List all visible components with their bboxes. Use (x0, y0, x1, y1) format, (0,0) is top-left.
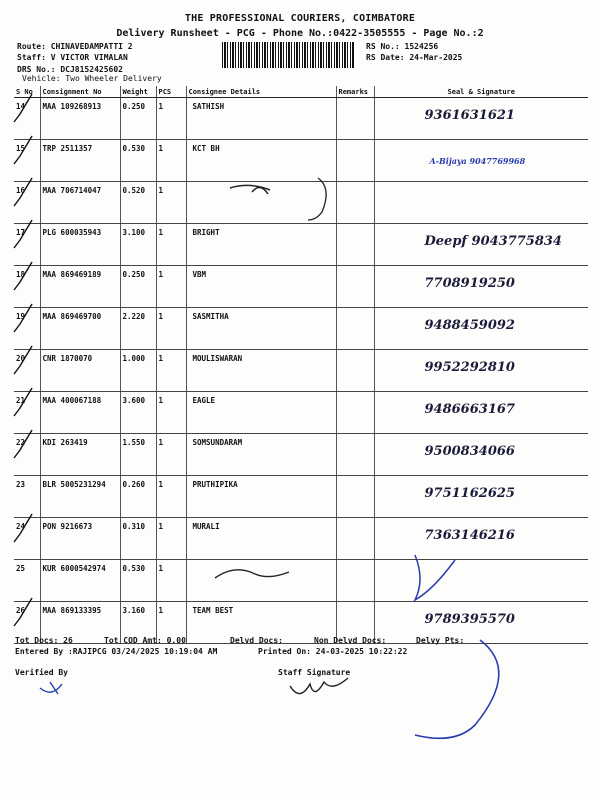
row-remarks (336, 224, 374, 266)
row-signature (374, 98, 588, 140)
row-consignment: MAA 869133395 (40, 602, 120, 644)
sno-value: 21 (16, 396, 26, 405)
col-sno: S No (14, 86, 40, 98)
table-row (14, 308, 588, 350)
company-title: THE PROFESSIONAL COURIERS, COIMBATORE (184, 13, 416, 24)
row-remarks (336, 350, 374, 392)
runsheet-table (14, 86, 588, 644)
route: Route: CHINAVEDAMPATTI 2 (17, 42, 133, 51)
row-sno (14, 140, 40, 182)
sno-value: 20 (16, 354, 26, 363)
col-pcs: PCS (156, 86, 186, 98)
row-signature (374, 560, 588, 602)
row-pcs: 1 (156, 602, 186, 644)
sno-value: 22 (16, 438, 26, 447)
handwritten-signature: A-Bijaya 9047769968 (429, 156, 526, 166)
sno-value: 25 (16, 564, 26, 573)
row-consignment: KDI 263419 (40, 434, 120, 476)
row-consignee: VBM (186, 266, 336, 308)
table-row (14, 350, 588, 392)
col-weight: Weight (120, 86, 156, 98)
row-consignee: TEAM BEST (186, 602, 336, 644)
row-consignee: SASMITHA (186, 308, 336, 350)
row-weight: 0.310 (120, 518, 156, 560)
drs-number: DRS No.: DCJ8152425602 (17, 65, 123, 74)
table-row (14, 518, 588, 560)
row-remarks (336, 98, 374, 140)
row-consignment: MAA 400067188 (40, 392, 120, 434)
table-row (14, 182, 588, 224)
handwritten-signature: 9488459092 (424, 318, 515, 333)
row-pcs: 1 (156, 392, 186, 434)
row-pcs: 1 (156, 98, 186, 140)
handwritten-signature: 9751162625 (424, 486, 515, 501)
col-seal-signature: Seal & Signature (374, 86, 588, 98)
row-consignment: PLG 600035943 (40, 224, 120, 266)
row-weight: 0.520 (120, 182, 156, 224)
row-remarks (336, 182, 374, 224)
row-consignee: SATHISH (186, 98, 336, 140)
delivery-points: Delvy Pts: (416, 636, 465, 645)
row-pcs: 1 (156, 182, 186, 224)
row-consignee: MOULISWARAN (186, 350, 336, 392)
row-consignment: BLR 5005231294 (40, 476, 120, 518)
handwritten-signature: Deepf 9043775834 (424, 234, 562, 249)
row-consignee (186, 560, 336, 602)
non-delivered-docs: Non Delvd Docs: (314, 636, 387, 645)
row-remarks (336, 476, 374, 518)
row-weight: 0.530 (120, 560, 156, 602)
row-signature (374, 266, 588, 308)
row-signature (374, 602, 588, 644)
row-weight: 3.100 (120, 224, 156, 266)
row-signature (374, 434, 588, 476)
row-consignee (186, 182, 336, 224)
handwritten-signature: 9789395570 (424, 612, 515, 627)
sno-value: 15 (16, 144, 26, 153)
sno-value: 23 (16, 480, 26, 489)
row-pcs: 1 (156, 476, 186, 518)
row-consignee: PRUTHIPIKA (186, 476, 336, 518)
row-remarks (336, 392, 374, 434)
row-consignee: KCT BH (186, 140, 336, 182)
row-signature (374, 392, 588, 434)
delivered-docs: Delvd Docs: (230, 636, 283, 645)
blue-scribble-bottom (415, 640, 499, 738)
table-row (14, 560, 588, 602)
row-consignment: CNR 1870070 (40, 350, 120, 392)
row-weight: 1.550 (120, 434, 156, 476)
row-sno (14, 560, 40, 602)
rs-date: RS Date: 24-Mar-2025 (366, 53, 463, 62)
row-signature (374, 518, 588, 560)
row-pcs: 1 (156, 140, 186, 182)
row-consignee: SOMSUNDARAM (186, 434, 336, 476)
row-consignee: EAGLE (186, 392, 336, 434)
table-row (14, 98, 588, 140)
row-signature (374, 182, 588, 224)
row-sno (14, 182, 40, 224)
sno-value: 16 (16, 186, 26, 195)
table-row (14, 392, 588, 434)
handwritten-signature: 7708919250 (424, 276, 515, 291)
row-signature (374, 308, 588, 350)
row-pcs: 1 (156, 560, 186, 602)
handwritten-signature: 7363146216 (424, 528, 515, 543)
row-sno (14, 392, 40, 434)
table-row (14, 140, 588, 182)
row-pcs: 1 (156, 518, 186, 560)
row-consignment: MAA 869469700 (40, 308, 120, 350)
handwritten-signature: 9361631621 (424, 108, 515, 123)
table-header-row (14, 86, 588, 98)
verified-mark (40, 682, 62, 694)
row-sno (14, 350, 40, 392)
vehicle: Vehicle: Two Wheeler Delivery (22, 74, 162, 83)
row-consignment: TRP 2511357 (40, 140, 120, 182)
rs-number: RS No.: 1524256 (366, 42, 439, 51)
sno-value: 14 (16, 102, 26, 111)
sno-value: 19 (16, 312, 26, 321)
row-sno (14, 224, 40, 266)
row-remarks (336, 518, 374, 560)
row-pcs: 1 (156, 308, 186, 350)
staff: Staff: V VICTOR VIMALAN (17, 53, 128, 62)
handwritten-signature: 9952292810 (424, 360, 515, 375)
col-remarks: Remarks (336, 86, 374, 98)
row-sno (14, 98, 40, 140)
row-consignment: KUR 6000542974 (40, 560, 120, 602)
printed-on: Printed On: 24-03-2025 10:22:22 (258, 647, 408, 656)
row-weight: 2.220 (120, 308, 156, 350)
table-row (14, 434, 588, 476)
row-sno (14, 308, 40, 350)
row-sno (14, 518, 40, 560)
sno-value: 26 (16, 606, 26, 615)
table-row (14, 224, 588, 266)
row-weight: 0.250 (120, 98, 156, 140)
row-pcs: 1 (156, 350, 186, 392)
row-remarks (336, 308, 374, 350)
row-signature (374, 476, 588, 518)
row-weight: 3.160 (120, 602, 156, 644)
row-sno (14, 476, 40, 518)
row-weight: 0.260 (120, 476, 156, 518)
barcode (222, 42, 354, 68)
row-consignment: PON 9216673 (40, 518, 120, 560)
row-signature (374, 350, 588, 392)
runsheet-subtitle: Delivery Runsheet - PCG - Phone No.:0422-3505555 - Page No.:2 (116, 28, 484, 39)
row-remarks (336, 560, 374, 602)
row-remarks (336, 266, 374, 308)
col-consignment: Consignment No (40, 86, 120, 98)
verified-by-label: Verified By (15, 668, 68, 677)
row-weight: 3.600 (120, 392, 156, 434)
handwritten-signature: 9500834066 (424, 444, 515, 459)
table-row (14, 602, 588, 644)
row-remarks (336, 434, 374, 476)
row-pcs: 1 (156, 266, 186, 308)
sno-value: 24 (16, 522, 26, 531)
handwritten-signature: 9486663167 (424, 402, 515, 417)
row-weight: 0.250 (120, 266, 156, 308)
row-pcs: 1 (156, 434, 186, 476)
row-consignee: BRIGHT (186, 224, 336, 266)
col-consignee: Consignee Details (186, 86, 336, 98)
sno-value: 18 (16, 270, 26, 279)
table-row (14, 476, 588, 518)
entered-by: Entered By :RAJIPCG 03/24/2025 10:19:04 AM (15, 647, 218, 656)
row-signature (374, 224, 588, 266)
row-sno (14, 434, 40, 476)
row-consignment: MAA 869469189 (40, 266, 120, 308)
row-sno (14, 266, 40, 308)
row-weight: 0.530 (120, 140, 156, 182)
sno-value: 17 (16, 228, 26, 237)
row-pcs: 1 (156, 224, 186, 266)
staff-signature-label: Staff Signature (278, 668, 351, 677)
tot-cod-amt: Tot COD Amt: 0.00 (104, 636, 186, 645)
row-weight: 1.000 (120, 350, 156, 392)
row-remarks (336, 140, 374, 182)
row-consignment: MAA 706714047 (40, 182, 120, 224)
row-consignment: MAA 109268913 (40, 98, 120, 140)
staff-signature-scrawl (290, 678, 348, 694)
row-consignee: MURALI (186, 518, 336, 560)
tot-docs: Tot Docs: 26 (15, 636, 73, 645)
row-signature (374, 140, 588, 182)
table-row (14, 266, 588, 308)
